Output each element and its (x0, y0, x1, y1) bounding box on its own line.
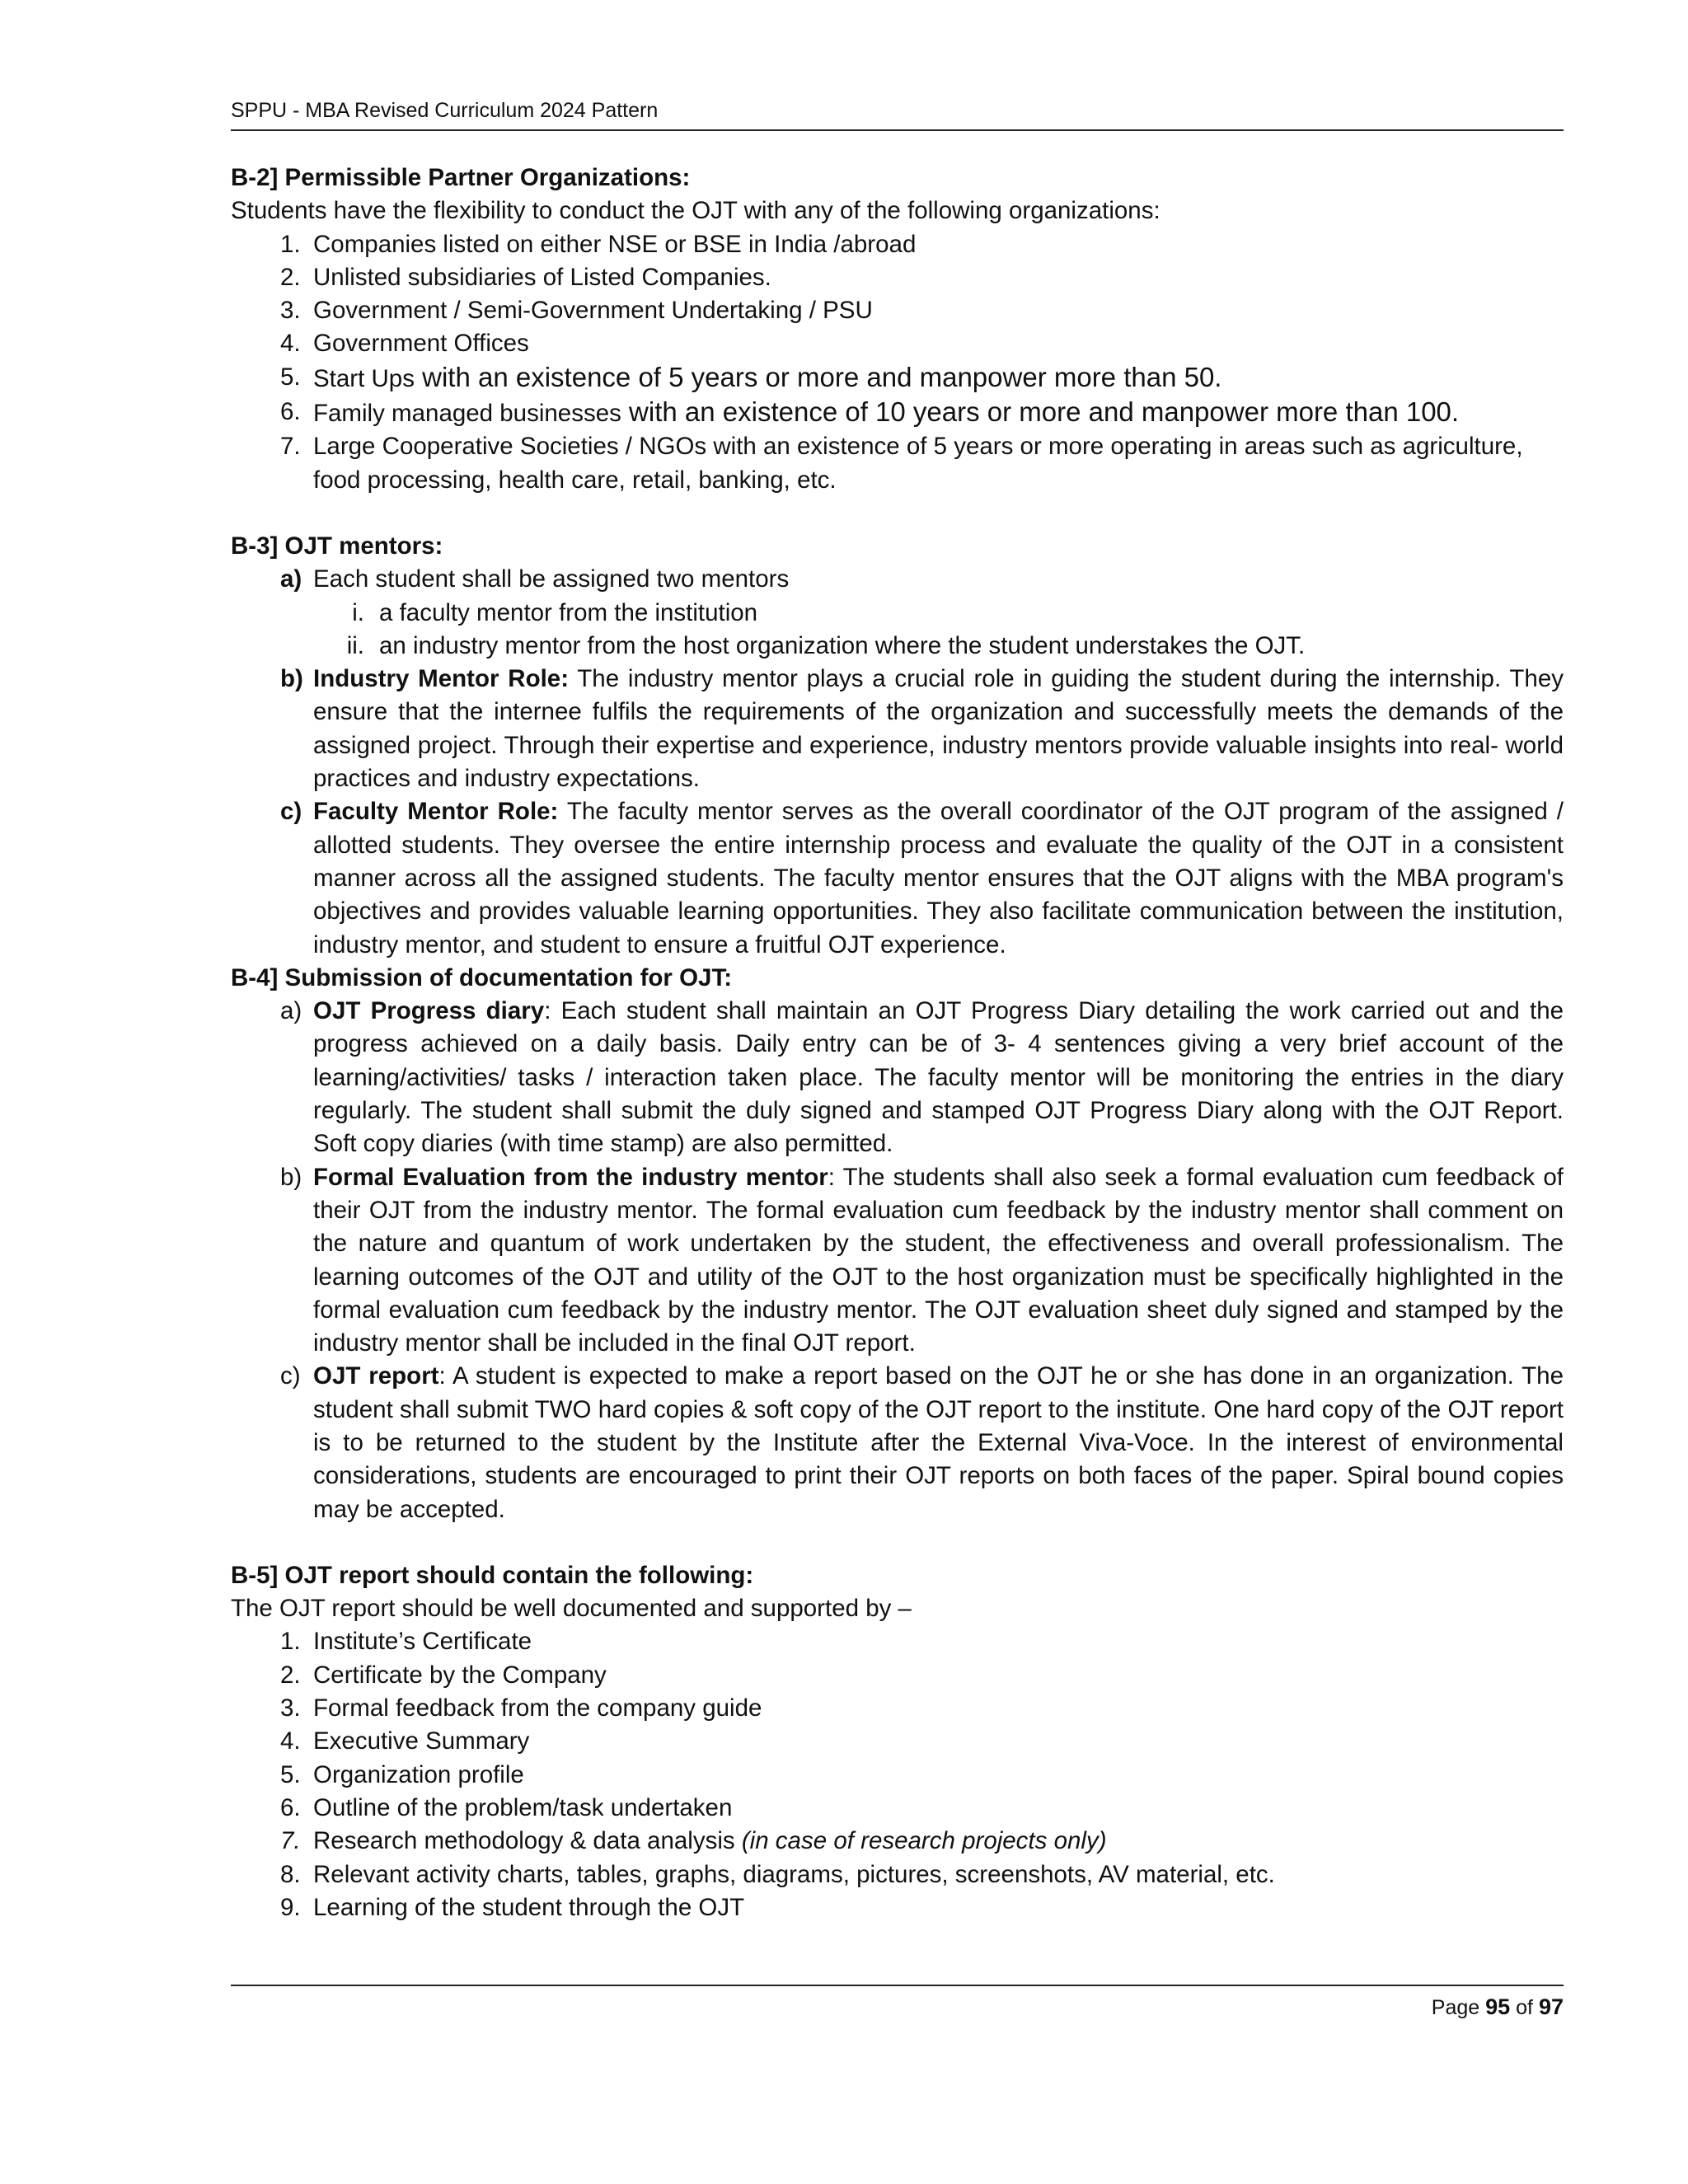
report-contents-list (231, 1625, 1564, 1924)
section-heading-b2: B-2] Permissible Partner Organizations: (231, 164, 691, 191)
roman-item: i. a faculty mentor from the institution (352, 598, 758, 626)
list-item: 3. Formal feedback from the company guide (280, 1694, 762, 1722)
list-item: 7. Large Cooperative Societies / NGOs with an existence of 5 years or more operating in areas such as agriculture, food processing, health care, retail, banking, etc. (280, 433, 1523, 494)
list-item: 5. Start Ups with an existence of 5 years or more and manpower more than 50. (280, 361, 1222, 392)
list-item: 3. Government / Semi-Government Undertaking / PSU (280, 297, 873, 325)
section-heading-b5: B-5] OJT report should contain the following: (231, 1561, 754, 1589)
page-header: SPPU - MBA Revised Curriculum 2024 Pattern (231, 99, 659, 122)
footer-divider (231, 1985, 1564, 1986)
list-item: 2. Unlisted subsidiaries of Listed Companies. (280, 263, 771, 291)
list-item: 2. Certificate by the Company (280, 1661, 607, 1689)
list-item: 6. Outline of the problem/task undertaken (280, 1793, 733, 1821)
documentation-item: a) OJT Progress diary: Each student shall maintain an OJT Progress Diary detailing the work carried out and the progress achieved on a daily basis. Daily entry can be of 3- 4 sentences giving a very brief account of the learning/activities/ tasks / interaction taken place. The faculty mentor will be monitoring the entries in the diary regularly. The student shall submit the duly signed and stamped OJT Progress Diary along with the OJT Report. Soft copy diaries (with time stamp) are also permitted. (280, 997, 1564, 1158)
page-body (231, 162, 1564, 1924)
list-item: 4. Executive Summary (280, 1727, 530, 1755)
list-item: 7. Research methodology & data analysis (in case of research projects only) (280, 1827, 1107, 1855)
list-item: 4. Government Offices (280, 330, 529, 358)
list-item: 6. Family managed businesses with an existence of 10 years or more and manpower more than 100. (280, 396, 1460, 428)
section-heading-b4: B-4] Submission of documentation for OJT: (231, 963, 733, 991)
list-item: 5. Organization profile (280, 1760, 524, 1788)
roman-item: ii. an industry mentor from the host organization where the student understakes the OJT. (346, 631, 1306, 659)
mentor-item-b: b) Industry Mentor Role: The industry mentor plays a crucial role in guiding the student during the internship. They ensure that the internee fulfils the requirements of the organization and successfully meets the demands of the assigned project. Through their expertise and experience, industry mentors provide valuable insights into real- world practices and industry expectations. (280, 665, 1564, 793)
header-divider (231, 129, 1564, 131)
list-item: 9. Learning of the student through the OJT (280, 1893, 745, 1921)
partner-org-list (231, 228, 1564, 497)
section-heading-b3: B-3] OJT mentors: (231, 532, 443, 560)
page-number: Page 95 of 97 (1431, 1994, 1564, 2019)
section-intro-b2: Students have the flexibility to conduct the OJT with any of the following organizations: (231, 197, 1160, 225)
list-item: 8. Relevant activity charts, tables, graphs, diagrams, pictures, screenshots, AV material, etc. (280, 1860, 1275, 1888)
documentation-item: b) Formal Evaluation from the industry mentor: The students shall also seek a formal evaluation cum feedback of their OJT from the industry mentor. The formal evaluation cum feedback by the industry mentor shall comment on the nature and quantum of work undertaken by the student, the effectiveness and overall professionalism. The learning outcomes of the OJT and utility of the OJT to the host organization must be specifically highlighted in the formal evaluation cum feedback by the industry mentor. The OJT evaluation sheet duly signed and stamped by the industry mentor shall be included in the final OJT report. (280, 1163, 1564, 1357)
documentation-item: c) OJT report: A student is expected to make a report based on the OJT he or she has done in an organization. The student shall submit TWO hard copies & soft copy of the OJT report to the institute. One hard copy of the OJT report is to be returned to the student by the Institute after the External Viva-Voce. In the interest of environmental considerations, students are encouraged to print their OJT reports on both faces of the paper. Spiral bound copies may be accepted. (280, 1362, 1564, 1523)
mentor-item-c: c) Faculty Mentor Role: The faculty mentor serves as the overall coordinator of the OJT program of the assigned / allotted students. They oversee the entire internship process and evaluate the quality of the OJT in a consistent manner across all the assigned students. The faculty mentor ensures that the OJT aligns with the MBA program's objectives and provides valuable learning opportunities. They also facilitate communication between the institution, industry mentor, and student to ensure a fruitful OJT experience. (280, 798, 1564, 958)
mentor-item-a: a) Each student shall be assigned two mentors (280, 565, 790, 593)
list-item: 1. Companies listed on either NSE or BSE in India /abroad (280, 230, 917, 258)
section-intro-b5: The OJT report should be well documented and supported by – (231, 1595, 912, 1623)
list-item: 1. Institute’s Certificate (280, 1628, 532, 1656)
